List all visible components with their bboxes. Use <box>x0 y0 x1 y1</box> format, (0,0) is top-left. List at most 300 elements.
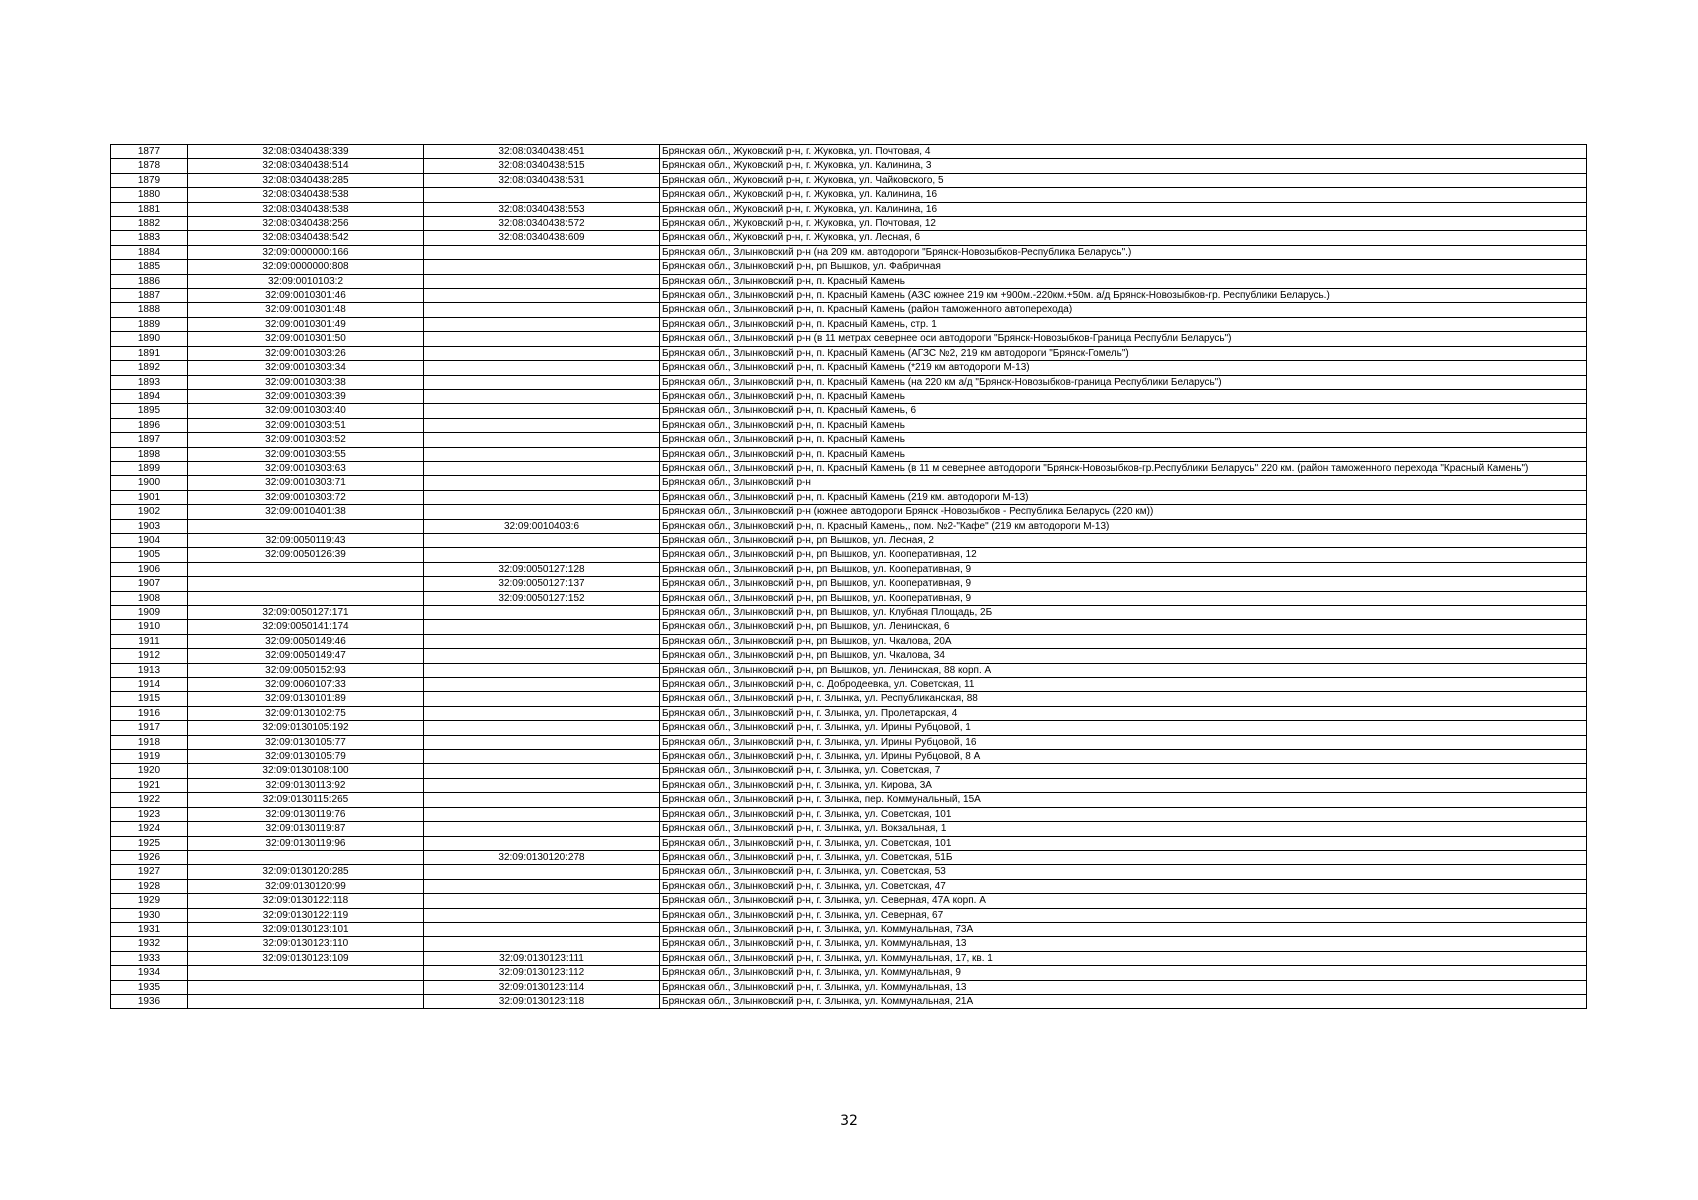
row-number-cell: 1933 <box>111 951 188 965</box>
table-row <box>111 822 1587 836</box>
address-cell: Брянская обл., Злынковский р-н (на 209 км. автодороги "Брянск-Новозыбков-Республика Беларусь".) <box>660 245 1587 259</box>
parent-cadastral-number-cell: 32:09:0050127:152 <box>424 591 660 605</box>
row-number-cell: 1880 <box>111 188 188 202</box>
address-cell: Брянская обл., Злынковский р-н, г. Злынка, ул. Коммунальная, 9 <box>660 966 1587 980</box>
row-number-cell: 1920 <box>111 764 188 778</box>
cadastral-number-cell: 32:09:0050127:171 <box>188 606 424 620</box>
table-row <box>111 577 1587 591</box>
row-number-cell: 1901 <box>111 490 188 504</box>
cadastral-number-cell: 32:08:0340438:538 <box>188 188 424 202</box>
cadastral-number-cell: 32:09:0010301:49 <box>188 317 424 331</box>
row-number-cell: 1896 <box>111 418 188 432</box>
table-row <box>111 476 1587 490</box>
row-number-cell: 1877 <box>111 145 188 159</box>
address-cell: Брянская обл., Злынковский р-н, п. Красный Камень <box>660 418 1587 432</box>
row-number-cell: 1902 <box>111 505 188 519</box>
table-row <box>111 735 1587 749</box>
parent-cadastral-number-cell <box>424 188 660 202</box>
address-cell: Брянская обл., Злынковский р-н, г. Злынка, ул. Ирины Рубцовой, 16 <box>660 735 1587 749</box>
table-row <box>111 922 1587 936</box>
table-row <box>111 433 1587 447</box>
row-number-cell: 1889 <box>111 317 188 331</box>
row-number-cell: 1904 <box>111 533 188 547</box>
cadastral-number-cell: 32:08:0340438:514 <box>188 159 424 173</box>
table-row <box>111 375 1587 389</box>
cadastral-number-cell: 32:09:0050149:46 <box>188 634 424 648</box>
table-row <box>111 649 1587 663</box>
address-cell: Брянская обл., Злынковский р-н, г. Злынка, ул. Коммунальная, 13 <box>660 980 1587 994</box>
table-row <box>111 145 1587 159</box>
row-number-cell: 1927 <box>111 865 188 879</box>
parent-cadastral-number-cell <box>424 836 660 850</box>
parent-cadastral-number-cell: 32:09:0130123:118 <box>424 994 660 1008</box>
row-number-cell: 1899 <box>111 461 188 475</box>
row-number-cell: 1885 <box>111 260 188 274</box>
address-cell: Брянская обл., Злынковский р-н, г. Злынка, ул. Коммунальная, 17, кв. 1 <box>660 951 1587 965</box>
address-cell: Брянская обл., Жуковский р-н, г. Жуковка, ул. Почтовая, 4 <box>660 145 1587 159</box>
row-number-cell: 1900 <box>111 476 188 490</box>
cadastral-number-cell: 32:08:0340438:256 <box>188 217 424 231</box>
row-number-cell: 1936 <box>111 994 188 1008</box>
cadastral-number-cell: 32:09:0130113:92 <box>188 778 424 792</box>
address-cell: Брянская обл., Злынковский р-н (в 11 метрах севернее оси автодороги "Брянск-Новозыбков-Граница Республи Беларусь") <box>660 332 1587 346</box>
parent-cadastral-number-cell <box>424 332 660 346</box>
table-row <box>111 894 1587 908</box>
row-number-cell: 1906 <box>111 562 188 576</box>
row-number-cell: 1883 <box>111 231 188 245</box>
row-number-cell: 1911 <box>111 634 188 648</box>
address-cell: Брянская обл., Злынковский р-н, г. Злынка, ул. Советская, 101 <box>660 836 1587 850</box>
cadastral-number-cell: 32:08:0340438:542 <box>188 231 424 245</box>
parent-cadastral-number-cell <box>424 490 660 504</box>
row-number-cell: 1914 <box>111 678 188 692</box>
row-number-cell: 1908 <box>111 591 188 605</box>
cadastral-number-cell <box>188 591 424 605</box>
address-cell: Брянская обл., Злынковский р-н, г. Злынка, ул. Северная, 47А корп. А <box>660 894 1587 908</box>
row-number-cell: 1910 <box>111 620 188 634</box>
table-row <box>111 245 1587 259</box>
parent-cadastral-number-cell: 32:09:0050127:137 <box>424 577 660 591</box>
table-row <box>111 721 1587 735</box>
parent-cadastral-number-cell <box>424 865 660 879</box>
cadastral-number-cell: 32:09:0010303:26 <box>188 346 424 360</box>
cadastral-number-cell: 32:09:0130105:192 <box>188 721 424 735</box>
cadastral-number-cell: 32:08:0340438:538 <box>188 202 424 216</box>
address-cell: Брянская обл., Жуковский р-н, г. Жуковка, ул. Калинина, 16 <box>660 188 1587 202</box>
parent-cadastral-number-cell: 32:09:0050127:128 <box>424 562 660 576</box>
row-number-cell: 1919 <box>111 750 188 764</box>
address-cell: Брянская обл., Злынковский р-н, п. Красный Камень (219 км. автодороги М-13) <box>660 490 1587 504</box>
address-cell: Брянская обл., Злынковский р-н, п. Красный Камень <box>660 433 1587 447</box>
parent-cadastral-number-cell <box>424 678 660 692</box>
cadastral-number-cell <box>188 980 424 994</box>
cadastral-number-cell: 32:09:0130120:285 <box>188 865 424 879</box>
parent-cadastral-number-cell <box>424 303 660 317</box>
table-row <box>111 706 1587 720</box>
table-row <box>111 908 1587 922</box>
table-row <box>111 519 1587 533</box>
table-row <box>111 274 1587 288</box>
row-number-cell: 1891 <box>111 346 188 360</box>
parent-cadastral-number-cell: 32:09:0010403:6 <box>424 519 660 533</box>
cadastral-number-cell: 32:09:0010103:2 <box>188 274 424 288</box>
cadastral-number-cell: 32:09:0010303:63 <box>188 461 424 475</box>
parent-cadastral-number-cell <box>424 404 660 418</box>
row-number-cell: 1888 <box>111 303 188 317</box>
row-number-cell: 1909 <box>111 606 188 620</box>
row-number-cell: 1922 <box>111 793 188 807</box>
row-number-cell: 1903 <box>111 519 188 533</box>
parent-cadastral-number-cell <box>424 822 660 836</box>
parent-cadastral-number-cell: 32:09:0130123:112 <box>424 966 660 980</box>
address-cell: Брянская обл., Злынковский р-н, п. Красный Камень, стр. 1 <box>660 317 1587 331</box>
table-row <box>111 850 1587 864</box>
parent-cadastral-number-cell <box>424 346 660 360</box>
table-row <box>111 389 1587 403</box>
address-cell: Брянская обл., Злынковский р-н, г. Злынка, ул. Коммунальная, 13 <box>660 937 1587 951</box>
cadastral-number-cell: 32:09:0010303:51 <box>188 418 424 432</box>
cadastral-number-cell: 32:09:0010303:39 <box>188 389 424 403</box>
parent-cadastral-number-cell: 32:08:0340438:553 <box>424 202 660 216</box>
address-cell: Брянская обл., Злынковский р-н, г. Злынка, ул. Кирова, 3А <box>660 778 1587 792</box>
cadastral-number-cell: 32:09:0010303:55 <box>188 447 424 461</box>
parent-cadastral-number-cell <box>424 418 660 432</box>
address-cell: Брянская обл., Злынковский р-н, п. Красный Камень (район таможенного автоперехода) <box>660 303 1587 317</box>
address-cell: Брянская обл., Злынковский р-н, рп Вышков, ул. Клубная Площадь, 2Б <box>660 606 1587 620</box>
row-number-cell: 1925 <box>111 836 188 850</box>
parent-cadastral-number-cell: 32:08:0340438:515 <box>424 159 660 173</box>
address-cell: Брянская обл., Жуковский р-н, г. Жуковка, ул. Калинина, 3 <box>660 159 1587 173</box>
parent-cadastral-number-cell <box>424 447 660 461</box>
cadastral-number-cell: 32:09:0010301:48 <box>188 303 424 317</box>
address-cell: Брянская обл., Злынковский р-н, г. Злынка, ул. Советская, 7 <box>660 764 1587 778</box>
address-cell: Брянская обл., Злынковский р-н, п. Красный Камень (*219 км автодороги М-13) <box>660 361 1587 375</box>
cadastral-number-cell: 32:09:0010303:34 <box>188 361 424 375</box>
row-number-cell: 1924 <box>111 822 188 836</box>
address-cell: Брянская обл., Злынковский р-н, г. Злынка, ул. Республиканская, 88 <box>660 692 1587 706</box>
table-row <box>111 188 1587 202</box>
row-number-cell: 1912 <box>111 649 188 663</box>
parent-cadastral-number-cell <box>424 634 660 648</box>
cadastral-number-cell: 32:09:0130105:79 <box>188 750 424 764</box>
parent-cadastral-number-cell: 32:09:0130120:278 <box>424 850 660 864</box>
address-cell: Брянская обл., Злынковский р-н, г. Злынка, ул. Ирины Рубцовой, 1 <box>660 721 1587 735</box>
cadastral-number-cell: 32:09:0050119:43 <box>188 533 424 547</box>
cadastral-number-cell: 32:09:0010303:52 <box>188 433 424 447</box>
table-row <box>111 173 1587 187</box>
parent-cadastral-number-cell <box>424 620 660 634</box>
row-number-cell: 1923 <box>111 807 188 821</box>
address-cell: Брянская обл., Злынковский р-н, п. Красный Камень <box>660 274 1587 288</box>
cadastral-number-cell: 32:09:0000000:166 <box>188 245 424 259</box>
parent-cadastral-number-cell <box>424 692 660 706</box>
table-row <box>111 332 1587 346</box>
table-row <box>111 548 1587 562</box>
table-row <box>111 937 1587 951</box>
row-number-cell: 1913 <box>111 663 188 677</box>
table-row <box>111 217 1587 231</box>
row-number-cell: 1905 <box>111 548 188 562</box>
registry-table <box>110 144 1587 1009</box>
cadastral-number-cell <box>188 966 424 980</box>
parent-cadastral-number-cell <box>424 663 660 677</box>
cadastral-number-cell: 32:08:0340438:339 <box>188 145 424 159</box>
parent-cadastral-number-cell <box>424 894 660 908</box>
row-number-cell: 1916 <box>111 706 188 720</box>
row-number-cell: 1886 <box>111 274 188 288</box>
cadastral-number-cell: 32:09:0010303:40 <box>188 404 424 418</box>
table-row <box>111 951 1587 965</box>
table-row <box>111 562 1587 576</box>
address-cell: Брянская обл., Злынковский р-н, рп Вышков, ул. Ленинская, 6 <box>660 620 1587 634</box>
table-row <box>111 663 1587 677</box>
table-row <box>111 966 1587 980</box>
address-cell: Брянская обл., Злынковский р-н, п. Красный Камень <box>660 389 1587 403</box>
table-row <box>111 361 1587 375</box>
parent-cadastral-number-cell <box>424 433 660 447</box>
cadastral-number-cell: 32:09:0130115:265 <box>188 793 424 807</box>
cadastral-number-cell <box>188 994 424 1008</box>
parent-cadastral-number-cell <box>424 461 660 475</box>
cadastral-number-cell: 32:09:0130122:119 <box>188 908 424 922</box>
address-cell: Брянская обл., Злынковский р-н, г. Злынка, ул. Коммунальная, 21А <box>660 994 1587 1008</box>
row-number-cell: 1934 <box>111 966 188 980</box>
cadastral-number-cell: 32:09:0130108:100 <box>188 764 424 778</box>
cadastral-number-cell: 32:09:0130119:76 <box>188 807 424 821</box>
cadastral-number-cell: 32:09:0130119:87 <box>188 822 424 836</box>
row-number-cell: 1894 <box>111 389 188 403</box>
table-row <box>111 793 1587 807</box>
table-row <box>111 159 1587 173</box>
address-cell: Брянская обл., Злынковский р-н, с. Добродеевка, ул. Советская, 11 <box>660 678 1587 692</box>
cadastral-number-cell: 32:09:0010301:46 <box>188 289 424 303</box>
address-cell: Брянская обл., Жуковский р-н, г. Жуковка, ул. Почтовая, 12 <box>660 217 1587 231</box>
table-row <box>111 303 1587 317</box>
parent-cadastral-number-cell <box>424 879 660 893</box>
table-row <box>111 447 1587 461</box>
row-number-cell: 1935 <box>111 980 188 994</box>
table-row <box>111 591 1587 605</box>
address-cell: Брянская обл., Злынковский р-н, рп Вышков, ул. Лесная, 2 <box>660 533 1587 547</box>
table-row <box>111 879 1587 893</box>
cadastral-number-cell: 32:09:0010303:72 <box>188 490 424 504</box>
parent-cadastral-number-cell <box>424 606 660 620</box>
table-row <box>111 461 1587 475</box>
row-number-cell: 1907 <box>111 577 188 591</box>
parent-cadastral-number-cell <box>424 533 660 547</box>
parent-cadastral-number-cell <box>424 361 660 375</box>
parent-cadastral-number-cell <box>424 375 660 389</box>
row-number-cell: 1895 <box>111 404 188 418</box>
parent-cadastral-number-cell <box>424 649 660 663</box>
parent-cadastral-number-cell <box>424 476 660 490</box>
table-row <box>111 505 1587 519</box>
cadastral-number-cell: 32:09:0130123:101 <box>188 922 424 936</box>
parent-cadastral-number-cell: 32:09:0130123:111 <box>424 951 660 965</box>
parent-cadastral-number-cell <box>424 778 660 792</box>
cadastral-number-cell: 32:09:0060107:33 <box>188 678 424 692</box>
address-cell: Брянская обл., Злынковский р-н, г. Злынка, ул. Вокзальная, 1 <box>660 822 1587 836</box>
address-cell: Брянская обл., Злынковский р-н, рп Вышков, ул. Кооперативная, 12 <box>660 548 1587 562</box>
address-cell: Брянская обл., Злынковский р-н, г. Злынка, пер. Коммунальный, 15А <box>660 793 1587 807</box>
address-cell: Брянская обл., Злынковский р-н, п. Красный Камень <box>660 447 1587 461</box>
parent-cadastral-number-cell: 32:09:0130123:114 <box>424 980 660 994</box>
address-cell: Брянская обл., Злынковский р-н, п. Красный Камень,, пом. №2-"Кафе" (219 км автодороги М-13) <box>660 519 1587 533</box>
parent-cadastral-number-cell: 32:08:0340438:572 <box>424 217 660 231</box>
address-cell: Брянская обл., Злынковский р-н, рп Вышков, ул. Ленинская, 88 корп. А <box>660 663 1587 677</box>
table-row <box>111 764 1587 778</box>
table-row <box>111 634 1587 648</box>
cadastral-number-cell: 32:09:0130119:96 <box>188 836 424 850</box>
cadastral-number-cell: 32:09:0130105:77 <box>188 735 424 749</box>
parent-cadastral-number-cell <box>424 793 660 807</box>
row-number-cell: 1898 <box>111 447 188 461</box>
row-number-cell: 1879 <box>111 173 188 187</box>
cadastral-number-cell: 32:09:0050141:174 <box>188 620 424 634</box>
table-row <box>111 533 1587 547</box>
address-cell: Брянская обл., Жуковский р-н, г. Жуковка, ул. Калинина, 16 <box>660 202 1587 216</box>
parent-cadastral-number-cell <box>424 274 660 288</box>
table-row <box>111 620 1587 634</box>
parent-cadastral-number-cell: 32:08:0340438:451 <box>424 145 660 159</box>
table-row <box>111 231 1587 245</box>
cadastral-number-cell <box>188 577 424 591</box>
cadastral-number-cell: 32:09:0130101:89 <box>188 692 424 706</box>
cadastral-number-cell: 32:09:0010303:38 <box>188 375 424 389</box>
cadastral-number-cell: 32:09:0130120:99 <box>188 879 424 893</box>
parent-cadastral-number-cell <box>424 735 660 749</box>
cadastral-number-cell: 32:09:0130102:75 <box>188 706 424 720</box>
parent-cadastral-number-cell <box>424 750 660 764</box>
address-cell: Брянская обл., Злынковский р-н, рп Вышков, ул. Кооперативная, 9 <box>660 577 1587 591</box>
parent-cadastral-number-cell <box>424 937 660 951</box>
table-row <box>111 289 1587 303</box>
page-number: 32 <box>840 1113 858 1129</box>
table-row <box>111 750 1587 764</box>
table-row <box>111 202 1587 216</box>
address-cell: Брянская обл., Злынковский р-н (южнее автодороги Брянск -Новозыбков - Республика Беларусь (220 км)) <box>660 505 1587 519</box>
row-number-cell: 1893 <box>111 375 188 389</box>
parent-cadastral-number-cell <box>424 548 660 562</box>
address-cell: Брянская обл., Злынковский р-н, рп Вышков, ул. Кооперативная, 9 <box>660 562 1587 576</box>
table-row <box>111 346 1587 360</box>
address-cell: Брянская обл., Злынковский р-н, п. Красный Камень, 6 <box>660 404 1587 418</box>
address-cell: Брянская обл., Злынковский р-н, рп Вышков, ул. Чкалова, 20А <box>660 634 1587 648</box>
table-row <box>111 260 1587 274</box>
table-row <box>111 865 1587 879</box>
row-number-cell: 1918 <box>111 735 188 749</box>
parent-cadastral-number-cell: 32:08:0340438:609 <box>424 231 660 245</box>
row-number-cell: 1921 <box>111 778 188 792</box>
address-cell: Брянская обл., Злынковский р-н, г. Злынка, ул. Ирины Рубцовой, 8 А <box>660 750 1587 764</box>
table-row <box>111 418 1587 432</box>
table-row <box>111 317 1587 331</box>
registry-table-body <box>111 145 1587 1009</box>
table-row <box>111 490 1587 504</box>
row-number-cell: 1890 <box>111 332 188 346</box>
parent-cadastral-number-cell <box>424 245 660 259</box>
parent-cadastral-number-cell <box>424 389 660 403</box>
parent-cadastral-number-cell <box>424 807 660 821</box>
cadastral-number-cell: 32:09:0130123:110 <box>188 937 424 951</box>
table-row <box>111 994 1587 1008</box>
address-cell: Брянская обл., Жуковский р-н, г. Жуковка, ул. Чайковского, 5 <box>660 173 1587 187</box>
cadastral-number-cell: 32:09:0050126:39 <box>188 548 424 562</box>
address-cell: Брянская обл., Злынковский р-н, г. Злынка, ул. Северная, 67 <box>660 908 1587 922</box>
parent-cadastral-number-cell: 32:08:0340438:531 <box>424 173 660 187</box>
address-cell: Брянская обл., Злынковский р-н, г. Злынка, ул. Советская, 51Б <box>660 850 1587 864</box>
address-cell: Брянская обл., Злынковский р-н, рп Вышков, ул. Фабричная <box>660 260 1587 274</box>
address-cell: Брянская обл., Злынковский р-н, г. Злынка, ул. Коммунальная, 73А <box>660 922 1587 936</box>
cadastral-number-cell: 32:09:0010401:38 <box>188 505 424 519</box>
row-number-cell: 1882 <box>111 217 188 231</box>
parent-cadastral-number-cell <box>424 289 660 303</box>
address-cell: Брянская обл., Злынковский р-н, г. Злынка, ул. Советская, 53 <box>660 865 1587 879</box>
address-cell: Брянская обл., Злынковский р-н, п. Красный Камень (на 220 км а/д "Брянск-Новозыбков-граница Республики Беларусь") <box>660 375 1587 389</box>
address-cell: Брянская обл., Злынковский р-н, рп Вышков, ул. Чкалова, 34 <box>660 649 1587 663</box>
row-number-cell: 1917 <box>111 721 188 735</box>
table-row <box>111 807 1587 821</box>
row-number-cell: 1897 <box>111 433 188 447</box>
row-number-cell: 1892 <box>111 361 188 375</box>
address-cell: Брянская обл., Злынковский р-н, г. Злынка, ул. Советская, 47 <box>660 879 1587 893</box>
row-number-cell: 1887 <box>111 289 188 303</box>
address-cell: Брянская обл., Злынковский р-н, п. Красный Камень (АГЗС №2, 219 км автодороги "Брянск-Гомель") <box>660 346 1587 360</box>
row-number-cell: 1929 <box>111 894 188 908</box>
cadastral-number-cell <box>188 850 424 864</box>
parent-cadastral-number-cell <box>424 505 660 519</box>
cadastral-number-cell: 32:08:0340438:285 <box>188 173 424 187</box>
address-cell: Брянская обл., Злынковский р-н, г. Злынка, ул. Советская, 101 <box>660 807 1587 821</box>
row-number-cell: 1878 <box>111 159 188 173</box>
table-row <box>111 404 1587 418</box>
table-row <box>111 778 1587 792</box>
parent-cadastral-number-cell <box>424 908 660 922</box>
parent-cadastral-number-cell <box>424 706 660 720</box>
parent-cadastral-number-cell <box>424 721 660 735</box>
parent-cadastral-number-cell <box>424 764 660 778</box>
cadastral-number-cell: 32:09:0050149:47 <box>188 649 424 663</box>
cadastral-number-cell: 32:09:0130122:118 <box>188 894 424 908</box>
parent-cadastral-number-cell <box>424 260 660 274</box>
parent-cadastral-number-cell <box>424 922 660 936</box>
address-cell: Брянская обл., Жуковский р-н, г. Жуковка, ул. Лесная, 6 <box>660 231 1587 245</box>
row-number-cell: 1928 <box>111 879 188 893</box>
address-cell: Брянская обл., Злынковский р-н, рп Вышков, ул. Кооперативная, 9 <box>660 591 1587 605</box>
row-number-cell: 1884 <box>111 245 188 259</box>
address-cell: Брянская обл., Злынковский р-н, п. Красный Камень (АЗС южнее 219 км +900м.-220км.+50м. а/д Брянск-Новозыбков-гр. Республики Беларусь.) <box>660 289 1587 303</box>
row-number-cell: 1932 <box>111 937 188 951</box>
address-cell: Брянская обл., Злынковский р-н, п. Красный Камень (в 11 м севернее автодороги "Брянск-Новозыбков-гр.Республики Беларусь" 220 км. (район таможенного перехода "Красный Камень") <box>660 461 1587 475</box>
cadastral-number-cell: 32:09:0010301:50 <box>188 332 424 346</box>
cadastral-number-cell: 32:09:0050152:93 <box>188 663 424 677</box>
cadastral-number-cell: 32:09:0130123:109 <box>188 951 424 965</box>
table-row <box>111 980 1587 994</box>
row-number-cell: 1931 <box>111 922 188 936</box>
table-row <box>111 692 1587 706</box>
address-cell: Брянская обл., Злынковский р-н <box>660 476 1587 490</box>
cadastral-number-cell <box>188 562 424 576</box>
address-cell: Брянская обл., Злынковский р-н, г. Злынка, ул. Пролетарская, 4 <box>660 706 1587 720</box>
row-number-cell: 1926 <box>111 850 188 864</box>
table-row <box>111 606 1587 620</box>
parent-cadastral-number-cell <box>424 317 660 331</box>
cadastral-number-cell <box>188 519 424 533</box>
cadastral-number-cell: 32:09:0010303:71 <box>188 476 424 490</box>
row-number-cell: 1881 <box>111 202 188 216</box>
cadastral-number-cell: 32:09:0000000:808 <box>188 260 424 274</box>
row-number-cell: 1930 <box>111 908 188 922</box>
